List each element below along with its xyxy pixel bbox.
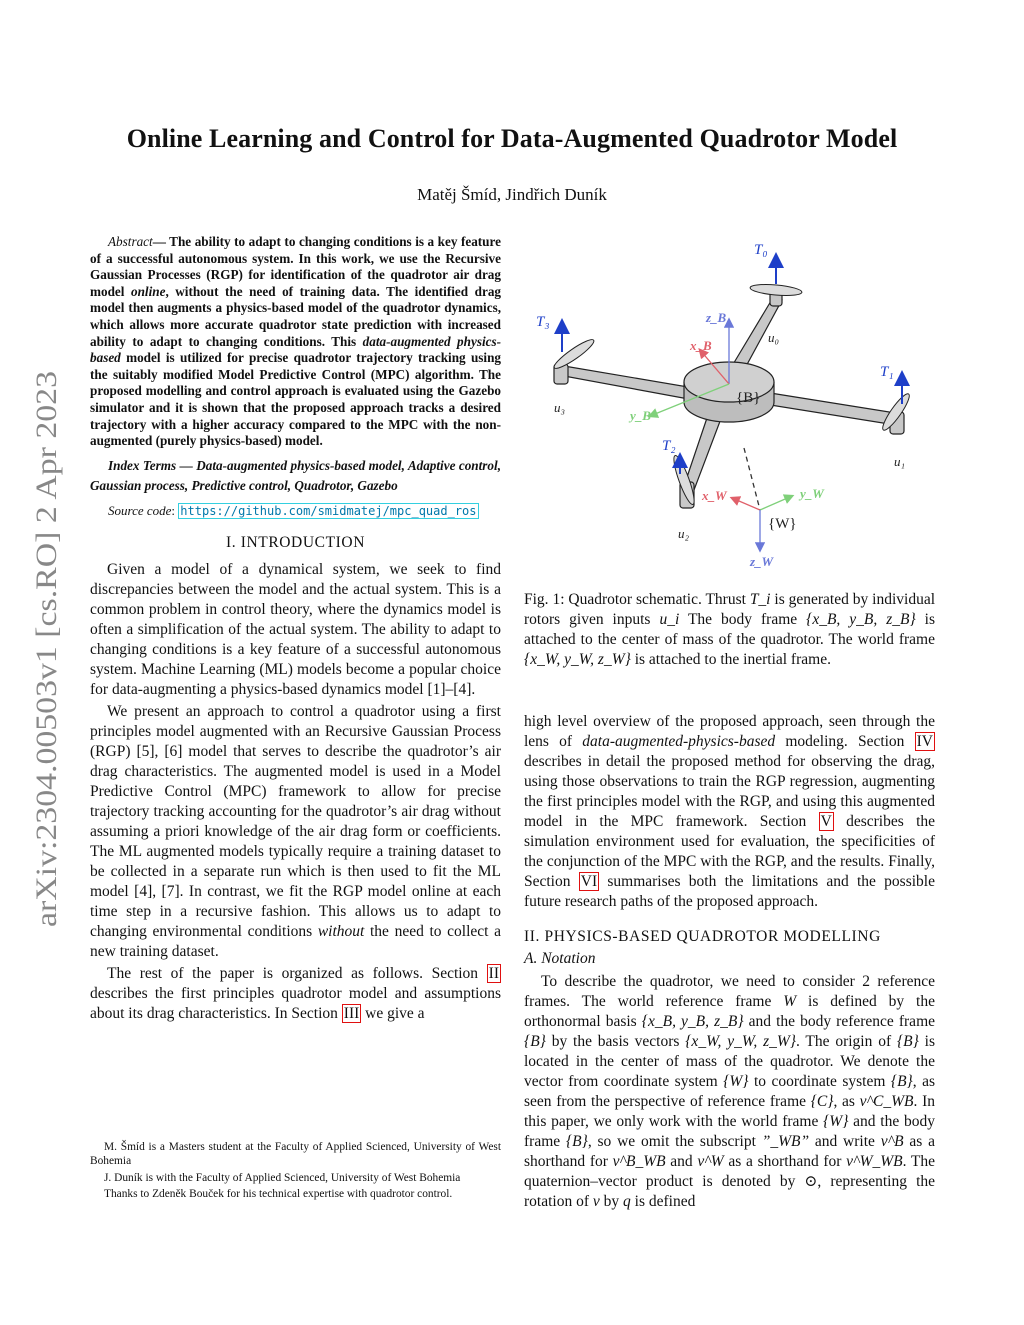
intro-p2-text-b: the need to collect a new training dataset. bbox=[90, 922, 501, 960]
notation-text: as a shorthand for bbox=[723, 1153, 847, 1170]
notation-text: , as bbox=[833, 1093, 860, 1110]
label-yW: y_W bbox=[800, 486, 824, 501]
arxiv-identifier bbox=[14, 365, 74, 935]
notation-text: , so we omit the subscript bbox=[587, 1133, 762, 1150]
source-code: Source code: https://github.com/smidmatej/mpc_quad_ros bbox=[108, 502, 477, 518]
notation-text: To describe the quadrotor, we need to consider 2 reference frames. The world reference frame bbox=[524, 973, 935, 1010]
notation-math: {B} bbox=[890, 1073, 913, 1090]
label-xW: x_W bbox=[702, 488, 727, 503]
notation-text: by bbox=[599, 1193, 624, 1210]
abstract-text-2: , without the need of training data. The identified drag model then augments a physics-based model of the quadrotor dynamics, which allows more accurate quadrotor state prediction with increased ability to adapt to changing conditions. This bbox=[90, 283, 502, 349]
intro-p3-text-c: we give a bbox=[361, 1004, 425, 1022]
intro-p2-text-a: We present an approach to control a quadrotor using a first principles model augmented with an Recursive Gaussian Process (RGP) [5], [6] model that serves to describe the quadrotor’s air drag characteristics. The augmented model is used in a Model Predictive Control (MPC) framework to allow for precise trajectory tracking accounting for the quadrotor’s air drag without assuming a priori knowledge of the air drag form or coefficients. The ML augmented models typically require a training dataset to be collected in a separate run which is then used to fit the ML model [4], [7]. In contrast, we fit the RGP model online at each time step in a recursive fashion. This allows us to adapt to changing environmental conditions bbox=[90, 702, 501, 940]
cont-text: summarises both the limitations and the possible future research paths of the proposed approach. bbox=[524, 873, 935, 910]
caption-math: u_i bbox=[659, 611, 680, 628]
caption-text: is attached to the inertial frame. bbox=[630, 651, 831, 668]
intro-paragraph-2 bbox=[90, 702, 501, 962]
caption-text: is generated by individual rotors given inputs bbox=[524, 591, 935, 628]
footnotes bbox=[90, 1140, 501, 1204]
notation-text: is defined by the orthonormal basis bbox=[524, 993, 935, 1030]
abstract-emph-2: data-augmented physics-based bbox=[90, 333, 501, 366]
notation-text: is defined bbox=[630, 1193, 696, 1210]
cont-text: modeling. Section bbox=[775, 733, 915, 750]
notation-math: {B} bbox=[565, 1133, 588, 1150]
notation-text: . The quaternion–vector product is denoted by bbox=[524, 1153, 936, 1190]
caption-math: {x_B, y_B, z_B} bbox=[806, 611, 916, 628]
notation-text: and the body frame bbox=[524, 1113, 935, 1150]
notation-math: v bbox=[592, 1193, 600, 1210]
world-frame-axes bbox=[732, 448, 792, 550]
source-code-label: Source code bbox=[108, 502, 172, 518]
label-zB: z_B bbox=[706, 310, 727, 325]
caption-text: The body frame bbox=[679, 611, 807, 628]
notation-text: , representing the rotation of bbox=[524, 1173, 936, 1210]
section-ref-link[interactable]: VI bbox=[580, 873, 598, 890]
quadrotor-figure bbox=[524, 234, 935, 590]
cont-text: describes in detail the proposed method for observing the drag, using those observations to train the RGP regression, augmenting the first principles model with the RGP, and using this augmented model in the MPC framework. Section bbox=[524, 753, 935, 830]
notation-math: {x_B, y_B, z_B} bbox=[641, 1013, 744, 1030]
figure-caption bbox=[524, 590, 935, 670]
notation-text: by the basis vectors bbox=[545, 1033, 686, 1050]
notation-math: {B} bbox=[896, 1033, 919, 1050]
caption-text: Fig. 1: Quadrotor schematic. Thrust bbox=[524, 591, 750, 608]
intro-p3-text-b: describes the first principles quadrotor model and assumptions about its drag characteristics. In Section bbox=[90, 984, 501, 1022]
abstract-text-1: The ability to adapt to changing conditions is a key feature of a successful autonomous system. In this work, we use the Recursive Gaussian Processes (RGP) for identification of the quadrotor air drag model bbox=[90, 234, 501, 299]
section-ref-link[interactable]: IV bbox=[916, 733, 933, 750]
notation-math: v^W_WB bbox=[846, 1153, 903, 1170]
notation-text: . In this paper, we only work with the world frame bbox=[524, 1093, 935, 1130]
footnote: Thanks to Zdeněk Bouček for his technical expertise with quadrotor control. bbox=[104, 1188, 453, 1201]
notation-math: v^W bbox=[697, 1153, 724, 1170]
source-code-link[interactable]: https://github.com/smidmatej/mpc_quad_ros bbox=[180, 503, 477, 518]
caption-text: is attached to the center of mass of the quadrotor. The world frame bbox=[524, 611, 936, 648]
notation-math: ”_WB” bbox=[761, 1133, 810, 1150]
notation-text: and the body reference frame bbox=[743, 1013, 936, 1030]
notation-text: as a shorthand for bbox=[524, 1133, 936, 1170]
subsection-heading-notation: A. Notation bbox=[524, 950, 596, 967]
notation-math: W bbox=[783, 993, 797, 1010]
cont-text: high level overview of the proposed approach, seen through the lens of bbox=[524, 713, 935, 750]
label-yB: y_B bbox=[630, 408, 651, 423]
cont-text: describes the simulation environment used for evaluation, the specificities of the conjunction of the MPC with the RGP, and the results. Finally, Section bbox=[524, 813, 936, 890]
notation-math: {W} bbox=[823, 1113, 849, 1130]
paper-title: Online Learning and Control for Data-Augmented Quadrotor Model bbox=[126, 124, 898, 153]
notation-math: v^B_WB bbox=[612, 1153, 666, 1170]
footnote: J. Duník is with the Faculty of Applied Scienced, University of West Bohemia bbox=[104, 1171, 461, 1184]
notation-math: {x_W, y_W, z_W} bbox=[685, 1033, 796, 1050]
label-T3: T₃ bbox=[536, 314, 550, 330]
notation-math: {C} bbox=[810, 1093, 834, 1110]
label-B-frame: {B} bbox=[736, 390, 761, 406]
label-u3: u₃ bbox=[554, 400, 566, 415]
notation-paragraph bbox=[524, 972, 935, 1212]
label-T1: T₁ bbox=[880, 364, 894, 380]
section-ref-link[interactable]: III bbox=[343, 1004, 360, 1022]
cont-emph: data-augmented-physics-based bbox=[582, 733, 776, 750]
label-u2: u₂ bbox=[678, 526, 690, 541]
notation-text: and bbox=[665, 1153, 698, 1170]
abstract-dash: — bbox=[152, 234, 166, 249]
notation-math: {W} bbox=[723, 1073, 749, 1090]
label-zW: z_W bbox=[750, 554, 774, 569]
intro-p3-text-a: The rest of the paper is organized as follows. Section bbox=[107, 964, 487, 982]
notation-math: ⊙ bbox=[804, 1173, 818, 1190]
section-heading-introduction: I. INTRODUCTION bbox=[225, 533, 365, 551]
intro-p2-emph: without bbox=[317, 922, 365, 940]
quadrotor-schematic bbox=[524, 234, 935, 590]
abstract-label: Abstract bbox=[108, 234, 153, 249]
label-W-frame: {W} bbox=[768, 516, 797, 532]
caption-math: T_i bbox=[749, 591, 771, 608]
label-T2: T₂ bbox=[662, 438, 676, 454]
notation-math: q bbox=[623, 1193, 631, 1210]
notation-text: to coordinate system bbox=[748, 1073, 891, 1090]
notation-math: v^B bbox=[880, 1133, 904, 1150]
abstract-text-3: model is utilized for precise quadrotor trajectory tracking using the suitably modified Model Predictive Control (MPC) algorithm. The proposed modelling and control approach is evaluated using the Gazebo simulator and it is shown that the proposed approach tracks a desired trajectory with a higher accuracy compared to the MPC with the non-augmented (purely physics-based) model. bbox=[90, 350, 501, 449]
footnote: M. Šmíd is a Masters student at the Faculty of Applied Scienced, University of West Bohemia bbox=[90, 1141, 501, 1168]
intro-continuation-paragraph bbox=[524, 712, 935, 912]
label-T0: T₀ bbox=[754, 242, 768, 258]
section-ref-link[interactable]: II bbox=[488, 964, 499, 982]
notation-text: is located in the center of mass of the quadrotor. We denote the vector from coordinate system bbox=[524, 1033, 935, 1090]
arxiv-identifier-text: arXiv:2304.00503v1 [cs.RO] 2 Apr 2023 bbox=[30, 433, 63, 927]
caption-math: {x_W, y_W, z_W} bbox=[524, 651, 631, 668]
left-column bbox=[90, 234, 501, 1026]
label-u0: u₀ bbox=[768, 330, 780, 345]
intro-paragraph-3 bbox=[90, 964, 501, 1024]
notation-text: and write bbox=[809, 1133, 881, 1150]
paper-authors: Matěj Šmíd, Jindřich Duník bbox=[417, 185, 607, 204]
intro-paragraph-1: Given a model of a dynamical system, we seek to find discrepancies between the model and the actual system. This is a common problem in control theory, where the dynamics model is often a simplification of the actual system. The ability to adapt to changing conditions is a key feature of a successful autonomous system. Machine Learning (ML) models become a popular choice for data-augmenting a physics-based dynamics model [1]–[4]. bbox=[90, 560, 501, 698]
label-u1: u₁ bbox=[894, 454, 906, 469]
label-xB: x_B bbox=[690, 338, 712, 353]
index-terms: Index Terms — Data-augmented physics-based model, Adaptive control, Gaussian process, Predictive control, Quadrotor, Gazebo bbox=[90, 457, 501, 493]
section-heading-modelling: II. PHYSICS-BASED QUADROTOR MODELLING bbox=[524, 928, 881, 945]
notation-text: . The origin of bbox=[795, 1033, 897, 1050]
abstract bbox=[90, 234, 501, 450]
abstract-emph-1: online bbox=[130, 283, 166, 299]
notation-text: , as seen from the perspective of reference frame bbox=[524, 1073, 935, 1110]
section-ref-link[interactable]: V bbox=[820, 813, 832, 830]
notation-math: v^C_WB bbox=[859, 1093, 914, 1110]
right-column bbox=[524, 234, 935, 1214]
notation-math: {B} bbox=[524, 1033, 546, 1050]
